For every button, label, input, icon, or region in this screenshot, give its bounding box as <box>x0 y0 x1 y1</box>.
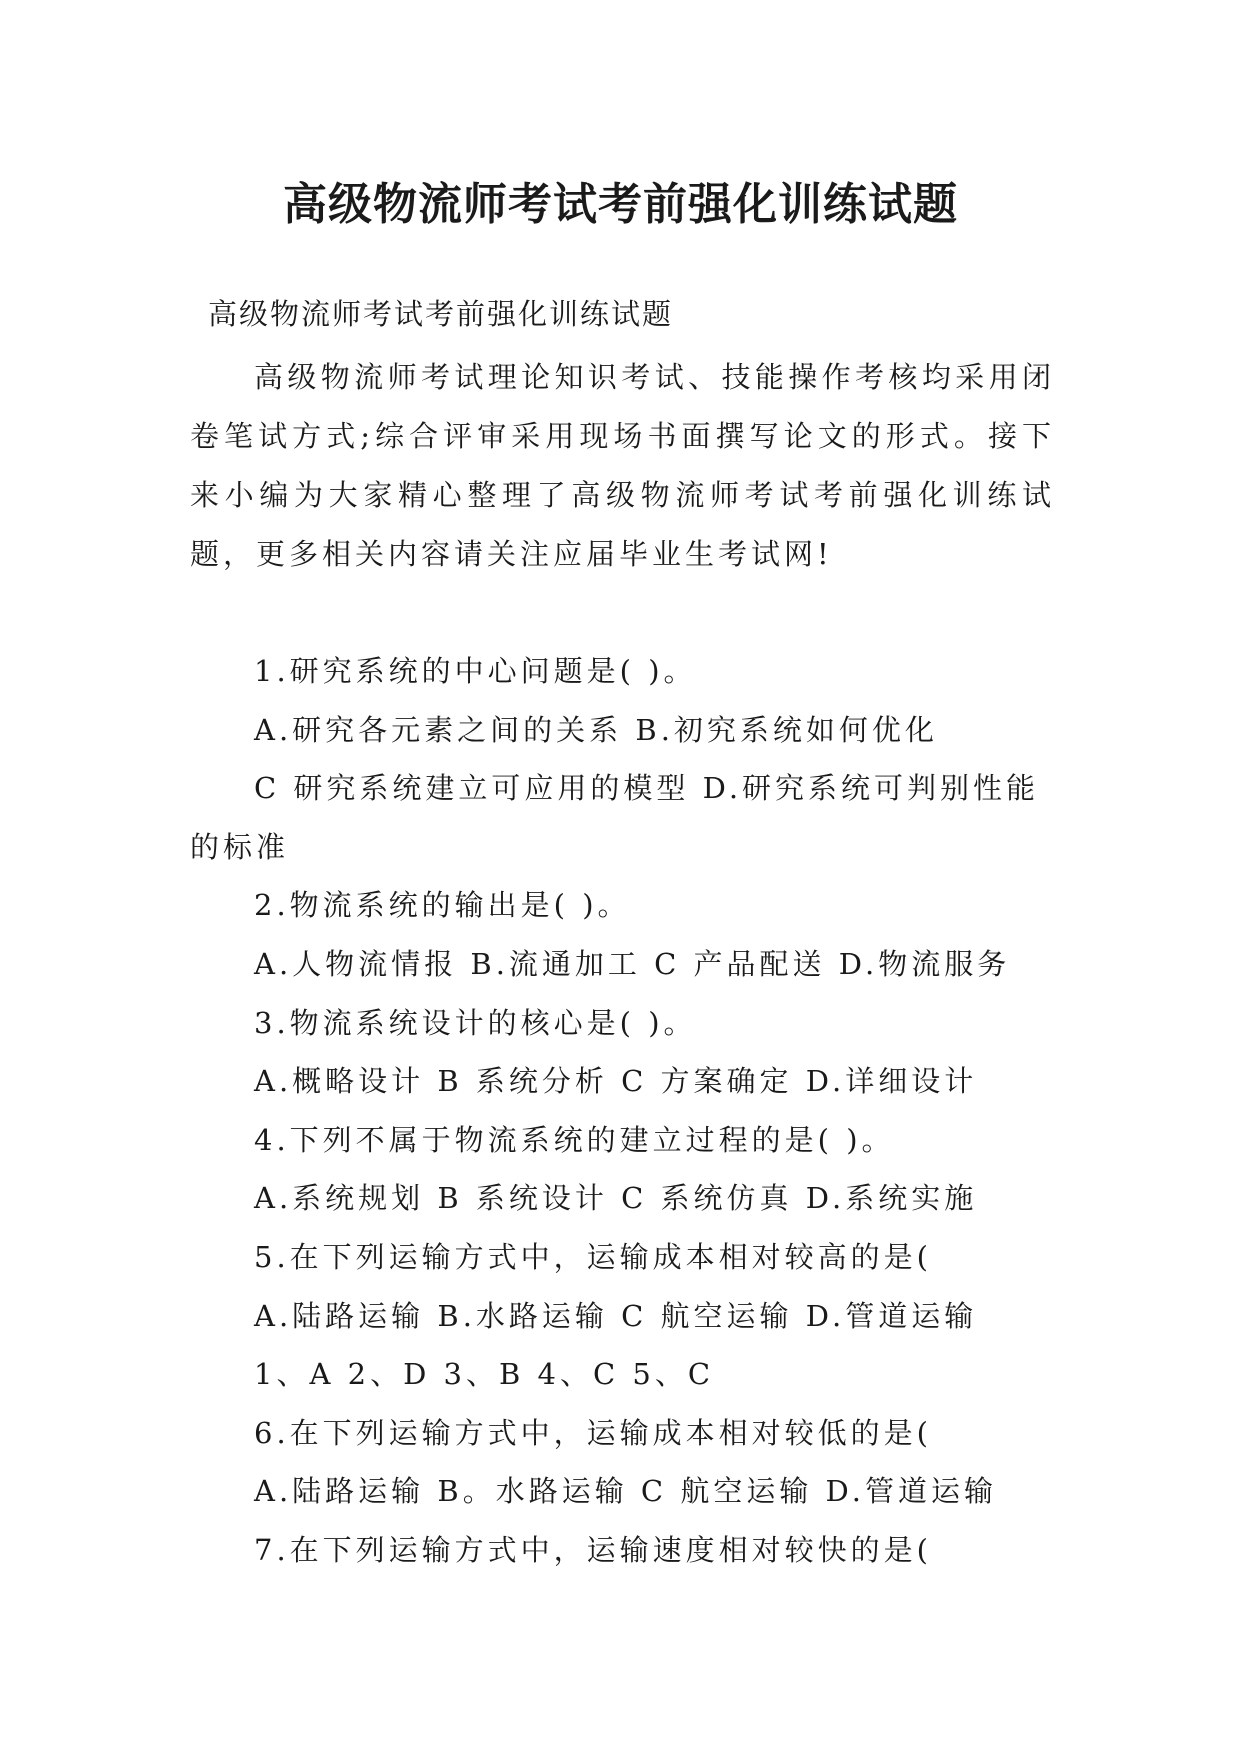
option-line: A.系统规划 B 系统设计 C 系统仿真 D.系统实施 <box>254 1181 978 1216</box>
document-subtitle: 高级物流师考试考前强化训练试题 <box>208 297 674 331</box>
option-line: A.人物流情报 B.流通加工 C 产品配送 D.物流服务 <box>254 946 1011 981</box>
option-line: A.概略设计 B 系统分析 C 方案确定 D.详细设计 <box>254 1064 978 1099</box>
question-line: 5.在下列运输方式中，运输成本相对较高的是( <box>254 1239 932 1274</box>
answer-key-line: 1、A 2、D 3、B 4、C 5、C <box>254 1357 715 1392</box>
question-line: 6.在下列运输方式中，运输成本相对较低的是( <box>254 1415 932 1450</box>
document-title: 高级物流师考试考前强化训练试题 <box>283 179 958 231</box>
question-line: 3.物流系统设计的核心是( )。 <box>254 1005 697 1040</box>
question-line: 7.在下列运输方式中，运输速度相对较快的是( <box>254 1532 932 1567</box>
option-line: C 研究系统建立可应用的模型 D.研究系统可判别性能的标准 <box>190 771 1040 864</box>
option-line: A.陆路运输 B.水路运输 C 航空运输 D.管道运输 <box>254 1298 978 1333</box>
question-list <box>190 642 1055 1580</box>
question-line: 2.物流系统的输出是( )。 <box>254 888 631 923</box>
option-line: A.陆路运输 B。水路运输 C 航空运输 D.管道运输 <box>254 1474 997 1509</box>
question-line: 4.下列不属于物流系统的建立过程的是( )。 <box>254 1122 895 1157</box>
intro-paragraph: 高级物流师考试理论知识考试、技能操作考核均采用闭卷笔试方式;综合评审采用现场书面撰写论文的形式。接下来小编为大家精心整理了高级物流师考试考前强化训练试题，更多相关内容请关注应届毕业生考试网! <box>190 360 1055 571</box>
option-line: A.研究各元素之间的关系 B.初究系统如何优化 <box>254 712 938 747</box>
question-line: 1.研究系统的中心问题是( )。 <box>254 654 697 688</box>
